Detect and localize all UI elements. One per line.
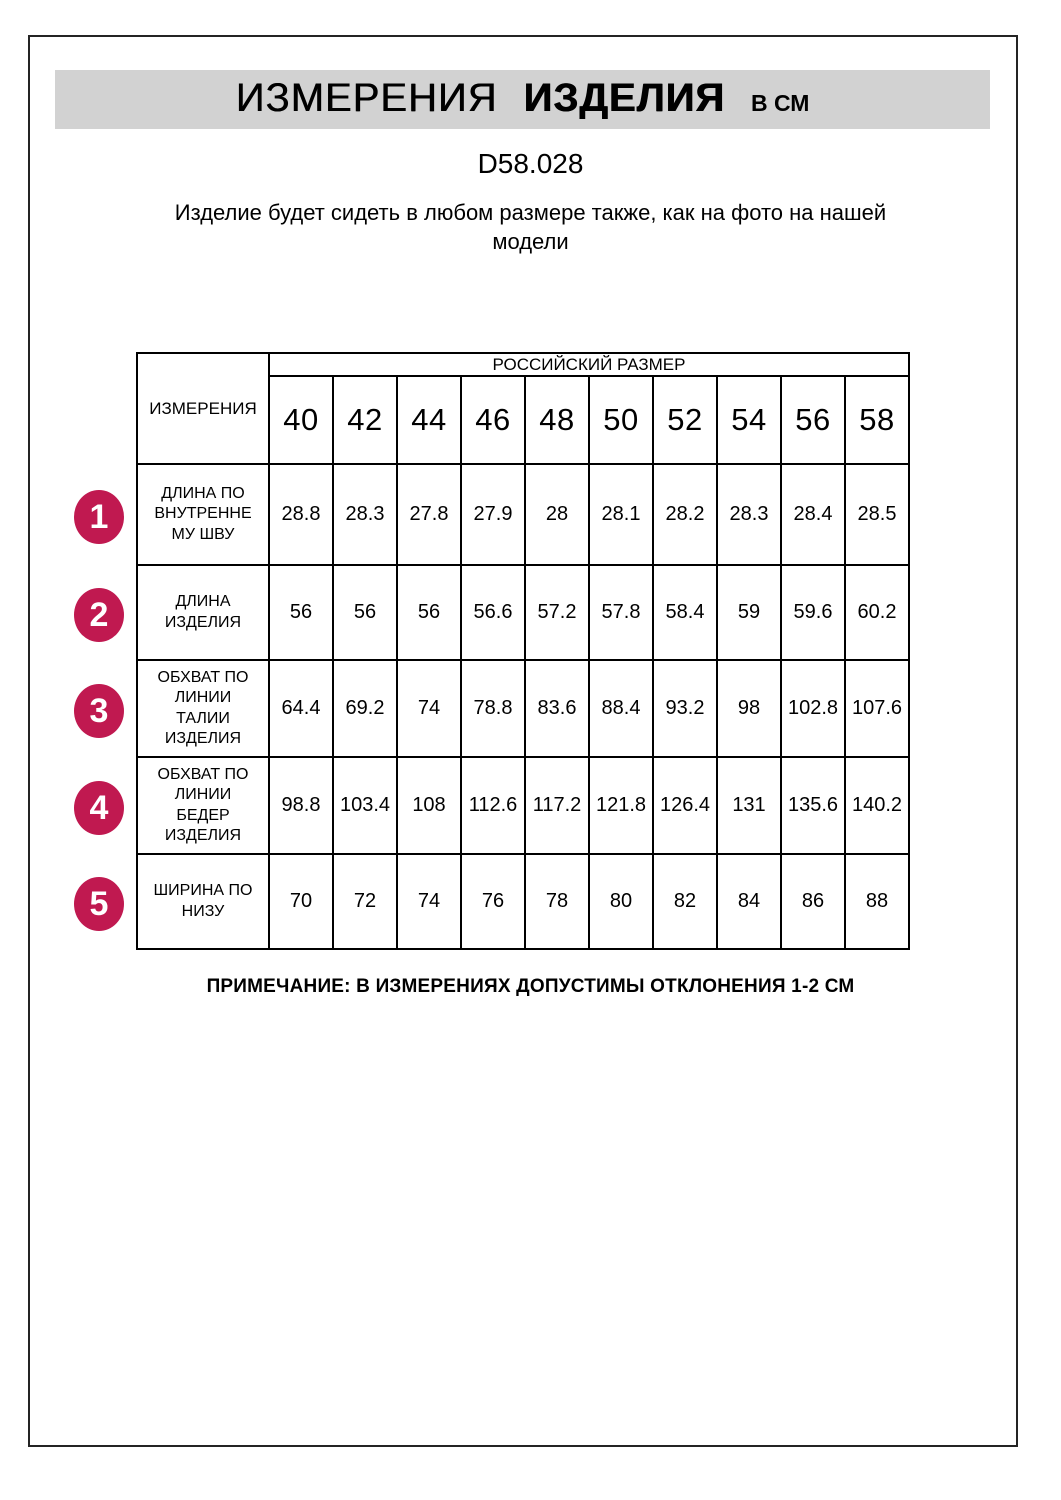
measurement-value: 107.6 — [845, 660, 909, 757]
size-column-header: 42 — [333, 376, 397, 464]
table-row — [137, 464, 909, 565]
measurement-value: 88 — [845, 854, 909, 949]
measurement-value: 102.8 — [781, 660, 845, 757]
measurement-value: 28.4 — [781, 464, 845, 565]
measurement-value: 58.4 — [653, 565, 717, 660]
row-number-badge: 5 — [74, 877, 124, 931]
measurement-value: 82 — [653, 854, 717, 949]
measurement-value: 135.6 — [781, 757, 845, 854]
measurement-value: 88.4 — [589, 660, 653, 757]
title-banner — [55, 70, 990, 129]
measurement-value: 78.8 — [461, 660, 525, 757]
size-column-header: 46 — [461, 376, 525, 464]
measurements-corner-header: ИЗМЕРЕНИЯ — [137, 353, 269, 464]
measurement-value: 76 — [461, 854, 525, 949]
measurement-value: 28.3 — [717, 464, 781, 565]
size-column-header: 56 — [781, 376, 845, 464]
fit-description: Изделие будет сидеть в любом размере также, как на фото на нашей модели — [174, 200, 887, 255]
measurement-value: 108 — [397, 757, 461, 854]
measurement-value: 121.8 — [589, 757, 653, 854]
measurement-value: 57.2 — [525, 565, 589, 660]
title-word-measurements: ИЗМЕРЕНИЯ — [235, 76, 498, 120]
measurement-value: 27.8 — [397, 464, 461, 565]
measurement-value: 112.6 — [461, 757, 525, 854]
measurement-value: 59 — [717, 565, 781, 660]
measurement-value: 74 — [397, 660, 461, 757]
size-column-header: 48 — [525, 376, 589, 464]
russian-size-group-header: РОССИЙСКИЙ РАЗМЕР — [269, 353, 909, 376]
measurement-value: 69.2 — [333, 660, 397, 757]
table-body — [137, 464, 909, 949]
row-number-badge: 4 — [74, 781, 124, 835]
measurement-label: ДЛИНА ПО ВНУТРЕННЕМУ ШВУ — [137, 464, 269, 565]
measurement-value: 28.8 — [269, 464, 333, 565]
measurement-value: 28.5 — [845, 464, 909, 565]
table-row — [137, 565, 909, 660]
measurement-value: 27.9 — [461, 464, 525, 565]
measurement-value: 70 — [269, 854, 333, 949]
group-header-row — [137, 353, 909, 376]
table-row — [137, 660, 909, 757]
measurement-value: 80 — [589, 854, 653, 949]
tolerance-note: ПРИМЕЧАНИЕ: В ИЗМЕРЕНИЯХ ДОПУСТИМЫ ОТКЛОНЕНИЯ 1-2 СМ — [206, 976, 855, 997]
row-number-badge: 1 — [74, 490, 124, 544]
row-number-badge: 2 — [74, 588, 124, 642]
measurement-value: 103.4 — [333, 757, 397, 854]
title-units: В СМ — [750, 90, 810, 116]
measurement-value: 57.8 — [589, 565, 653, 660]
measurement-value: 84 — [717, 854, 781, 949]
table-row — [137, 757, 909, 854]
table-row — [137, 854, 909, 949]
measurement-value: 60.2 — [845, 565, 909, 660]
measurement-value: 56 — [333, 565, 397, 660]
measurement-value: 83.6 — [525, 660, 589, 757]
measurement-value: 28.1 — [589, 464, 653, 565]
size-column-header: 40 — [269, 376, 333, 464]
size-column-header: 54 — [717, 376, 781, 464]
measurement-label: ОБХВАТ ПО ЛИНИИ ТАЛИИ ИЗДЕЛИЯ — [137, 660, 269, 757]
size-column-header: 58 — [845, 376, 909, 464]
measurement-value: 98 — [717, 660, 781, 757]
measurement-value: 28 — [525, 464, 589, 565]
measurement-value: 64.4 — [269, 660, 333, 757]
size-column-header: 52 — [653, 376, 717, 464]
measurement-value: 131 — [717, 757, 781, 854]
measurement-value: 78 — [525, 854, 589, 949]
measurement-label: ДЛИНА ИЗДЕЛИЯ — [137, 565, 269, 660]
measurement-value: 117.2 — [525, 757, 589, 854]
size-column-header: 50 — [589, 376, 653, 464]
measurement-value: 126.4 — [653, 757, 717, 854]
measurement-value: 86 — [781, 854, 845, 949]
measurement-value: 93.2 — [653, 660, 717, 757]
measurement-label: ШИРИНА ПО НИЗУ — [137, 854, 269, 949]
measurement-value: 56.6 — [461, 565, 525, 660]
measurement-value: 140.2 — [845, 757, 909, 854]
measurement-value: 98.8 — [269, 757, 333, 854]
size-column-header: 44 — [397, 376, 461, 464]
product-code: D58.028 — [477, 148, 584, 179]
measurement-value: 56 — [397, 565, 461, 660]
measurement-value: 28.3 — [333, 464, 397, 565]
row-number-badge: 3 — [74, 684, 124, 738]
measurement-value: 56 — [269, 565, 333, 660]
title-word-product: ИЗДЕЛИЯ — [523, 76, 725, 120]
measurement-value: 72 — [333, 854, 397, 949]
measurement-label: ОБХВАТ ПО ЛИНИИ БЕДЕР ИЗДЕЛИЯ — [137, 757, 269, 854]
measurement-value: 74 — [397, 854, 461, 949]
size-table — [136, 352, 910, 950]
measurement-value: 59.6 — [781, 565, 845, 660]
measurement-value: 28.2 — [653, 464, 717, 565]
